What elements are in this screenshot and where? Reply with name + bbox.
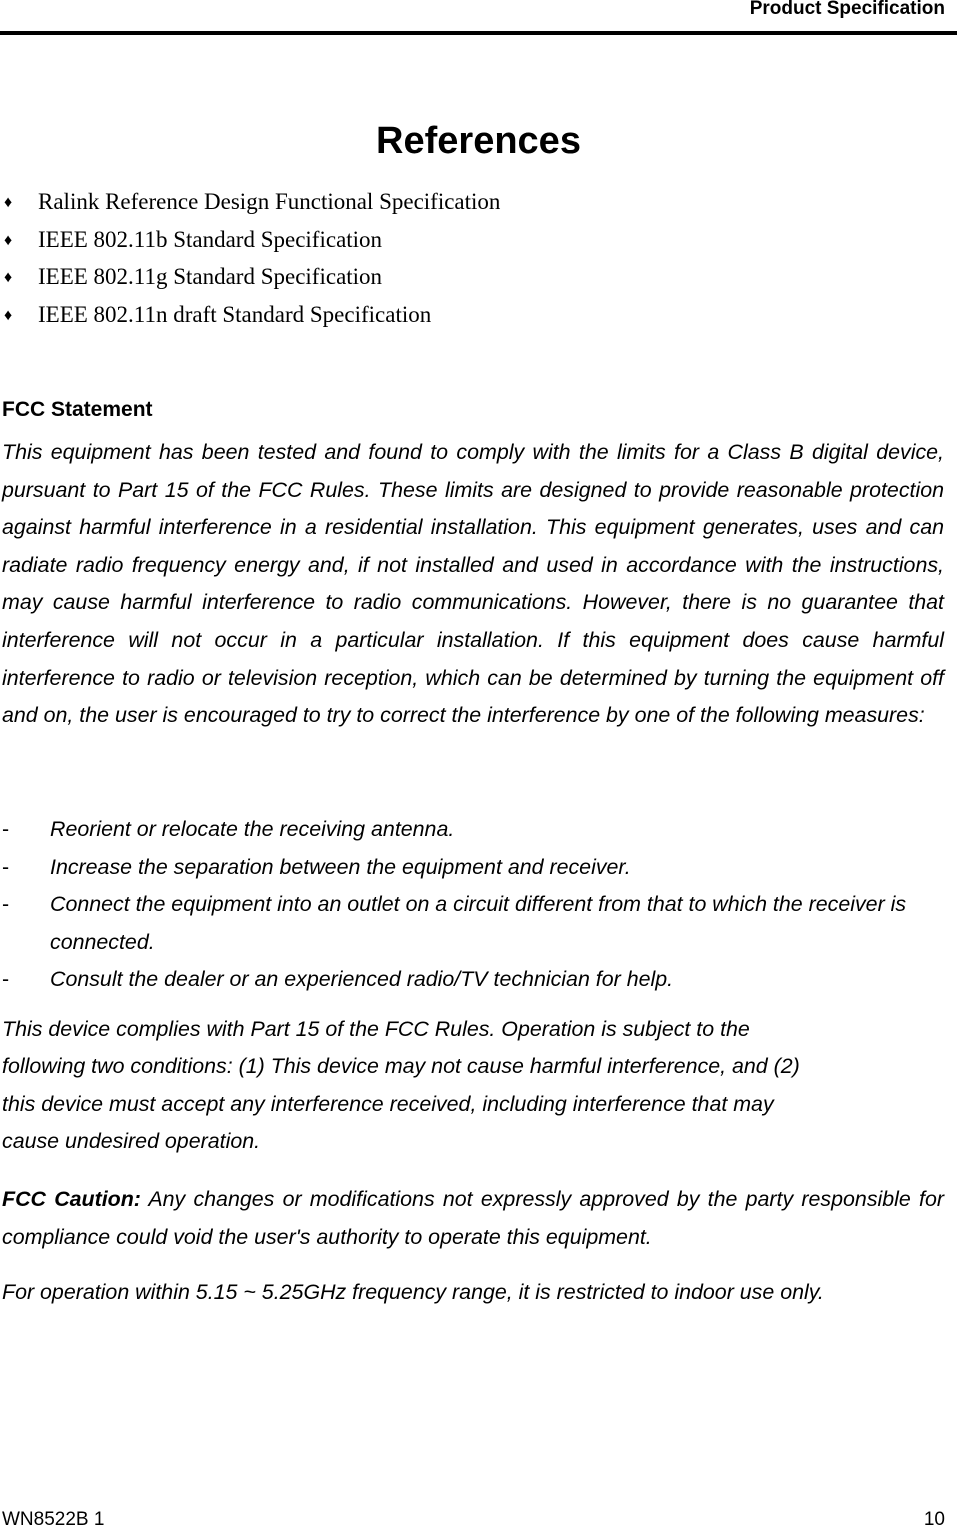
- measure-text: Consult the dealer or an experienced radio/TV technician for help.: [50, 967, 674, 992]
- fcc-caution-paragraph: [2, 1181, 944, 1256]
- diamond-bullet-icon: ♦: [4, 194, 13, 211]
- list-item: [2, 849, 944, 887]
- reference-text: IEEE 802.11n draft Standard Specification: [38, 301, 432, 327]
- dash-bullet: -: [2, 817, 10, 841]
- dash-bullet: -: [2, 892, 10, 917]
- list-item: [4, 296, 500, 334]
- fcc-caution-label: FCC Caution:: [2, 1187, 141, 1211]
- header-rule: [0, 31, 957, 35]
- measures-list: [2, 811, 944, 999]
- diamond-bullet-icon: ♦: [4, 306, 13, 324]
- references-list: [4, 183, 500, 333]
- header-title: Product Specification: [749, 0, 945, 19]
- list-item: [4, 258, 500, 296]
- reference-text: IEEE 802.11b Standard Specification: [38, 226, 383, 252]
- compliance-line: This device complies with Part 15 of the FCC Rules. Operation is subject to the: [2, 1017, 750, 1041]
- list-item: [2, 886, 944, 961]
- fcc-caution-text: Any changes or modifications not expressly approved by the party responsible for compliance could void the user's authority to operate this equipment.: [2, 1187, 944, 1249]
- compliance-line: following two conditions: (1) This device may not cause harmful interference, and (2): [2, 1054, 800, 1079]
- references-heading: References: [376, 120, 581, 162]
- list-item: [4, 183, 500, 221]
- diamond-bullet-icon: ♦: [4, 269, 13, 286]
- list-item: [2, 961, 944, 999]
- diamond-bullet-icon: ♦: [4, 231, 13, 249]
- reference-text: IEEE 802.11g Standard Specification: [38, 264, 383, 289]
- fcc-heading: FCC Statement: [2, 398, 153, 421]
- fcc-statement-paragraph: This equipment has been tested and found to comply with the limits for a Class B digital device, pursuant to Part 15 of the FCC Rules. These limits are designed to provide reasonable protection against harmful interference in a residential installation. This equipment generates, uses and can radiate radio frequency energy and, if not installed and used in accordance with the instructions, may cause harmful interference to radio communications. However, there is no guarantee that interference will not occur in a particular installation. If this equipment does cause harmful interference to radio or television reception, which can be determined by turning the equipment off and on, the user is encouraged to try to correct the interference by one of the following measures:: [2, 440, 944, 728]
- dash-bullet: -: [2, 854, 10, 879]
- compliance-line: cause undesired operation.: [2, 1129, 261, 1154]
- footer-model: WN8522B 1: [2, 1509, 105, 1530]
- reference-text: Ralink Reference Design Functional Specification: [38, 189, 501, 214]
- compliance-line: this device must accept any interference received, including interference that may: [2, 1091, 774, 1116]
- compliance-paragraph: [2, 1011, 944, 1161]
- list-item: [2, 811, 944, 849]
- dash-bullet: -: [2, 967, 10, 992]
- measure-text: Increase the separation between the equipment and receiver.: [50, 854, 631, 879]
- footer-page-number: 10: [923, 1509, 945, 1530]
- measure-text: Connect the equipment into an outlet on a circuit different from that to which the receiver is connected.: [50, 892, 907, 954]
- measure-text: Reorient or relocate the receiving antenna.: [50, 817, 455, 841]
- operation-restriction-paragraph: For operation within 5.15 ~ 5.25GHz frequency range, it is restricted to indoor use only.: [2, 1280, 824, 1304]
- list-item: [4, 221, 500, 259]
